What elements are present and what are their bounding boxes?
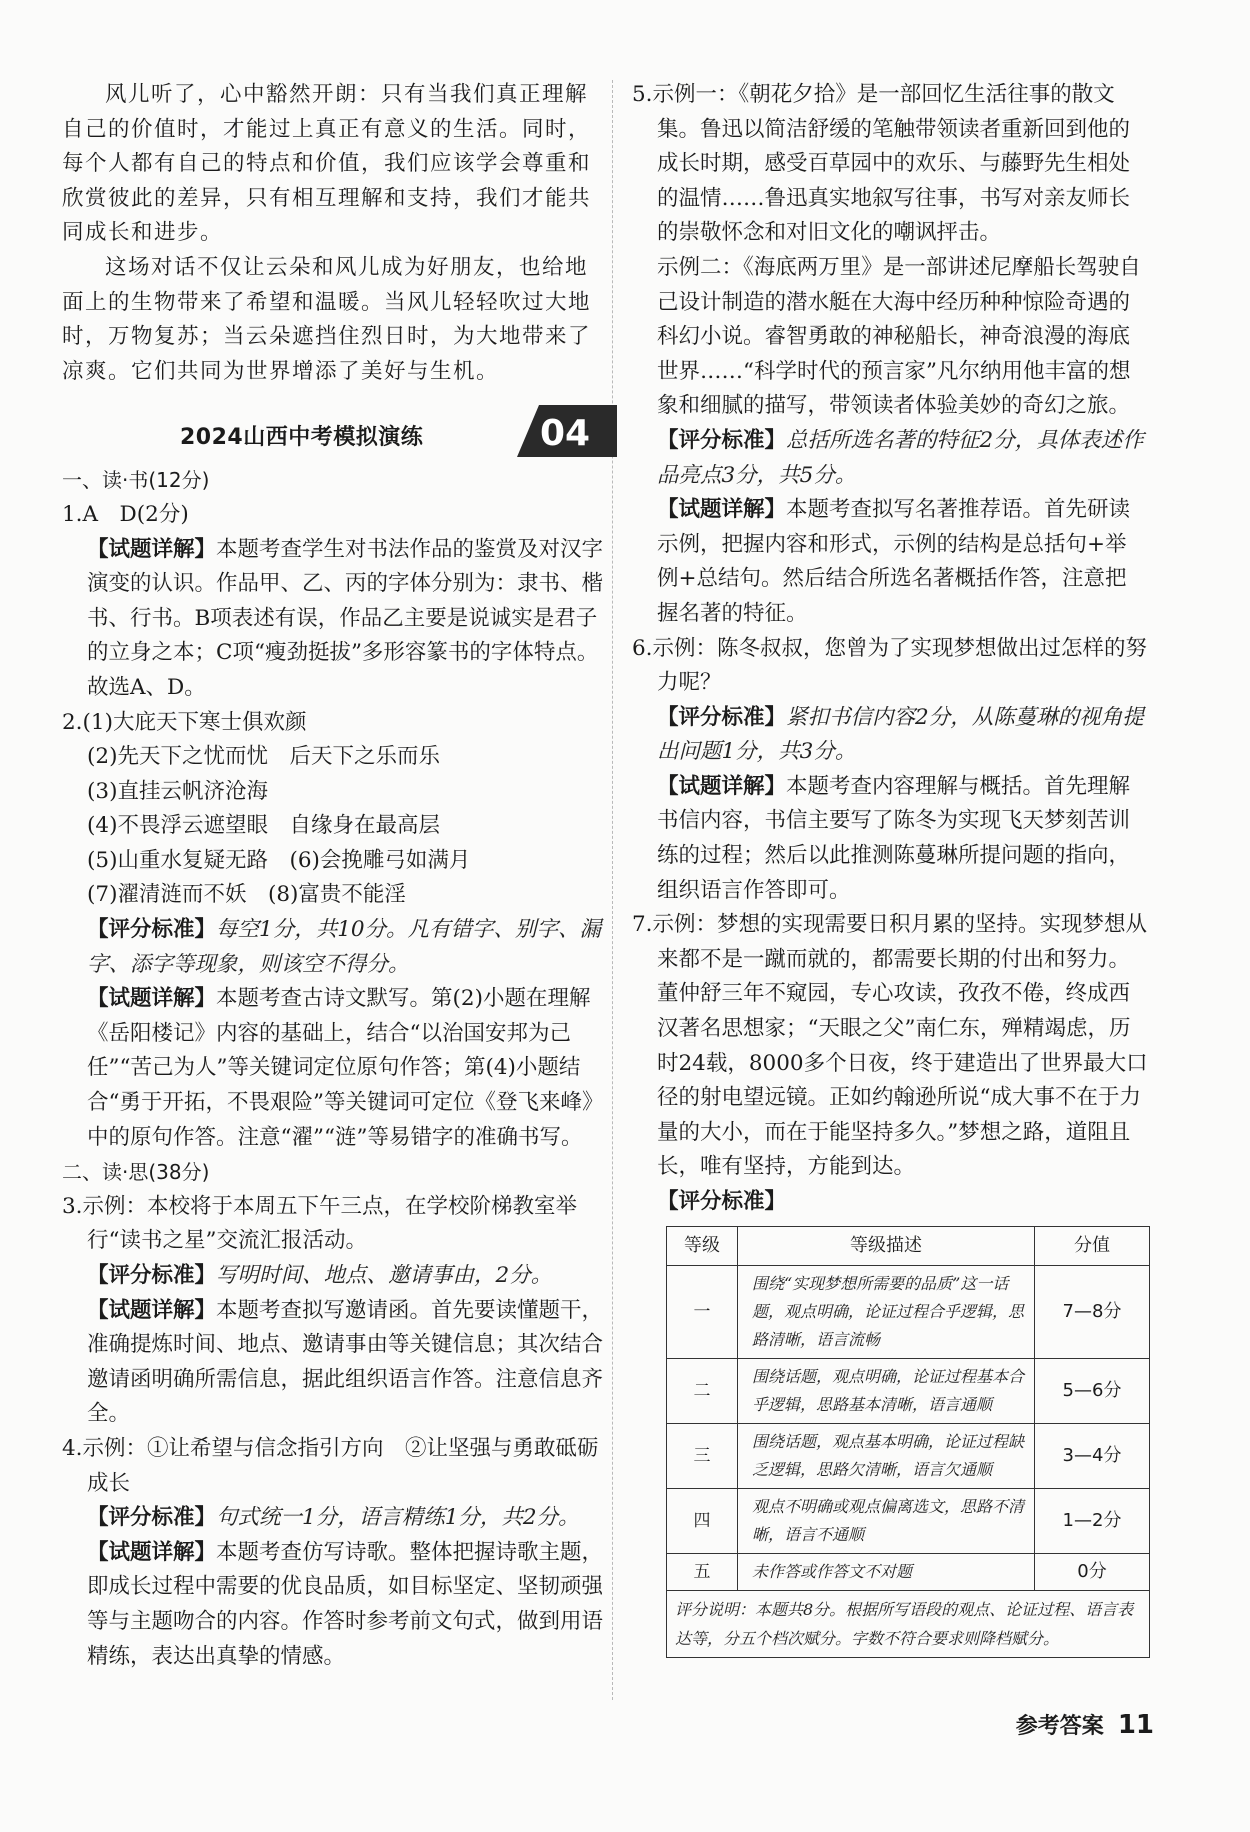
table-row [667, 1358, 1150, 1423]
level-cell: 三 [667, 1423, 738, 1488]
q4-score-text: 句式统一1分，语言精练1分，共2分。 [216, 1505, 580, 1531]
q7-score [632, 1185, 1148, 1220]
score-cell: 3—4分 [1035, 1423, 1150, 1488]
q7-answer: 7.示例：梦想的实现需要日积月累的坚持。实现梦想从来都不是一蹴而就的，都需要长期的付出和努力。董仲舒三年不窥园，专心攻读，孜孜不倦，终成西汉著名思想家；“天眼之父”南仁东，殚精竭虑，历时24载，8000多个日夜，终于建造出了世界最大口径的射电望远镜。正如约翰逊所说“成大事不在于力量的大小，而在于能坚持多久。”梦想之路，道阻且长，唯有坚持，方能到达。 [632, 912, 1148, 1180]
score-cell: 5—6分 [1035, 1358, 1150, 1423]
q6-detail-text: 本题考查内容理解与概括。首先理解书信内容，书信主要写了陈冬为实现飞天梦刻苦训练的过程；然后以此推测陈蔓琳所提问题的指向，组织语言作答即可。 [657, 773, 1131, 903]
q3-score [62, 1259, 604, 1294]
section-number-badge [517, 405, 617, 457]
score-tag: 【评分标准】 [657, 704, 787, 730]
table-row [667, 1553, 1150, 1590]
section-title: 2024山西中考模拟演练 [180, 425, 424, 451]
level-cell: 一 [667, 1265, 738, 1358]
table-header: 等级描述 [738, 1226, 1035, 1265]
table-header-row [667, 1226, 1150, 1265]
detail-tag: 【试题详解】 [87, 986, 217, 1012]
q3-detail [62, 1294, 604, 1432]
table-row [667, 1265, 1150, 1358]
badge-number: 04 [539, 413, 591, 455]
q4-detail [62, 1536, 604, 1674]
detail-tag: 【试题详解】 [87, 1539, 217, 1565]
q2-line-4: (4)不畏浮云遮望眼 自缘身在最高层 [87, 813, 440, 839]
q6-answer: 6.示例：陈冬叔叔，您曾为了实现梦想做出过怎样的努力呢？ [632, 635, 1148, 696]
q5-answer-1: 5.示例一：《朝花夕拾》是一部回忆生活往事的散文集。鲁迅以简洁舒缓的笔触带领读者重新回到他的成长时期，感受百草园中的欢乐、与藤野先生相处的温情……鲁迅真实地叙写往事，书写对亲友师长的崇敬怀念和对旧文化的嘲讽抨击。 [632, 82, 1131, 246]
detail-tag: 【试题详解】 [87, 1297, 217, 1323]
q3-detail-text: 本题考查拟写邀请函。首先要读懂题干，准确提炼时间、地点、邀请事由等关键信息；其次结合邀请函明确所需信息，据此组织语言作答。注意信息齐全。 [87, 1297, 604, 1427]
q2-line-2: (2)先天下之忧而忧 后天下之乐而乐 [87, 744, 440, 770]
q5-answer-2: 示例二：《海底两万里》是一部讲述尼摩船长驾驶自己设计制造的潜水艇在大海中经历种种惊险奇遇的科幻小说。睿智勇敢的神秘船长，神奇浪漫的海底世界……“科学时代的预言家”凡尔纳用他丰富的想象和细腻的描写，带领读者体验美妙的奇幻之旅。 [657, 254, 1141, 419]
level-cell: 四 [667, 1488, 738, 1553]
page-number: 11 [1117, 1710, 1154, 1740]
intro-paragraph-1: 风儿听了，心中豁然开朗：只有当我们真正理解自己的价值时，才能过上真正有意义的生活。同时，每个人都有自己的特点和价值，我们应该学会尊重和欣赏彼此的差异，只有相互理解和支持，我们才能共同成长和进步。 [62, 82, 592, 246]
score-cell: 1—2分 [1035, 1488, 1150, 1553]
q1-answer: 1.A D(2分) [62, 501, 189, 527]
part2-heading: 二、读·思(38分) [62, 1160, 210, 1185]
page-footer [1016, 1709, 1154, 1740]
table-row [667, 1488, 1150, 1553]
score-cell: 7—8分 [1035, 1265, 1150, 1358]
desc-cell: 观点不明确或观点偏离选文，思路不清晰，语言不通顺 [738, 1488, 1035, 1553]
table-note: 评分说明：本题共8分。根据所写语段的观点、论证过程、语言表达等，分五个档次赋分。字数不符合要求则降档赋分。 [667, 1590, 1150, 1657]
q2-detail-text: 本题考查古诗文默写。第(2)小题在理解《岳阳楼记》内容的基础上，结合“以治国安邦为己任”“苦己为人”等关键词定位原句作答；第(4)小题结合“勇于开拓，不畏艰险”等关键词可定位《登飞来峰》中的原句作答。注意“濯”“涟”等易错字的准确书写。 [87, 986, 604, 1150]
q1-detail-text: 本题考查学生对书法作品的鉴赏及对汉字演变的认识。作品甲、乙、丙的字体分别为：隶书、楷书、行书。B项表述有误，作品乙主要是说诚实是君子的立身之本；C项“瘦劲挺拔”多形容篆书的字体特点。故选A、D。 [87, 536, 604, 700]
table-note-row [667, 1590, 1150, 1657]
detail-tag: 【试题详解】 [657, 773, 787, 799]
q2-score [62, 913, 604, 982]
score-cell: 0分 [1035, 1553, 1150, 1590]
q5-detail [632, 493, 1148, 631]
table-header: 等级 [667, 1226, 738, 1265]
desc-cell: 围绕话题，观点明确，论证过程基本合乎逻辑，思路基本清晰，语言通顺 [738, 1358, 1035, 1423]
section-header [62, 405, 604, 463]
score-tag: 【评分标准】 [657, 427, 787, 453]
level-cell: 五 [667, 1553, 738, 1590]
q2-line-3: (3)直挂云帆济沧海 [87, 778, 268, 804]
q2-detail [62, 982, 604, 1155]
level-cell: 二 [667, 1358, 738, 1423]
q1-detail [62, 533, 604, 706]
footer-label: 参考答案 [1015, 1714, 1104, 1739]
q5-score [632, 424, 1148, 493]
score-tag: 【评分标准】 [87, 1505, 217, 1531]
table-row [667, 1423, 1150, 1488]
q2-line-6: (7)濯清涟而不妖 (8)富贵不能淫 [87, 882, 406, 908]
q4-detail-text: 本题考查仿写诗歌。整体把握诗歌主题，即成长过程中需要的优良品质，如目标坚定、坚韧顽强等与主题吻合的内容。作答时参考前文句式，做到用语精练，表达出真挚的情感。 [87, 1539, 604, 1669]
q6-detail [632, 770, 1148, 908]
score-tag: 【评分标准】 [87, 1263, 217, 1288]
q2-score-text: 每空1分，共10分。凡有错字、别字、漏字、添字等现象，则该空不得分。 [87, 917, 602, 977]
q4-score [62, 1501, 604, 1536]
desc-cell: 围绕话题，观点基本明确，论证过程缺乏逻辑，思路欠清晰，语言欠通顺 [738, 1423, 1035, 1488]
detail-tag: 【试题详解】 [657, 497, 787, 523]
q2-line-5: (5)山重水复疑无路 (6)会挽雕弓如满月 [87, 847, 471, 873]
desc-cell: 围绕“实现梦想所需要的品质”这一话题，观点明确，论证过程合乎逻辑，思路清晰，语言流畅 [738, 1265, 1035, 1358]
q4-answer: 4.示例：①让希望与信念指引方向 ②让坚强与勇敢砥砺成长 [62, 1435, 599, 1496]
left-column [62, 78, 604, 1674]
q6-score [632, 701, 1148, 770]
part1-heading: 一、读·书(12分) [62, 468, 210, 493]
scoring-table [666, 1226, 1150, 1658]
q5-score-text: 总括所选名著的特征2分，具体表述作品亮点3分，共5分。 [657, 427, 1144, 488]
score-tag: 【评分标准】 [87, 917, 217, 943]
q2-line-1: 2.(1)大庇天下寒士俱欢颜 [62, 709, 307, 735]
score-tag: 【评分标准】 [657, 1189, 787, 1214]
q5-detail-text: 本题考查拟写名著推荐语。首先研读示例，把握内容和形式，示例的结构是总括句+举例+总结句。然后结合所选名著概括作答，注意把握名著的特征。 [657, 497, 1131, 626]
intro-paragraph-2: 这场对话不仅让云朵和风儿成为好朋友，也给地面上的生物带来了希望和温暖。当风儿轻轻吹过大地时，万物复苏；当云朵遮挡住烈日时，为大地带来了凉爽。它们共同为世界增添了美好与生机。 [62, 254, 592, 384]
desc-cell: 未作答或作答文不对题 [738, 1553, 1035, 1590]
right-column [632, 78, 1148, 1658]
q6-score-text: 紧扣书信内容2分，从陈蔓琳的视角提出问题1分，共3分。 [657, 704, 1144, 765]
detail-tag: 【试题详解】 [87, 536, 217, 562]
q3-answer: 3.示例：本校将于本周五下午三点，在学校阶梯教室举行“读书之星”交流汇报活动。 [62, 1193, 578, 1254]
q3-score-text: 写明时间、地点、邀请事由，2分。 [216, 1263, 553, 1288]
column-divider [612, 80, 613, 1700]
table-header: 分值 [1035, 1226, 1150, 1265]
